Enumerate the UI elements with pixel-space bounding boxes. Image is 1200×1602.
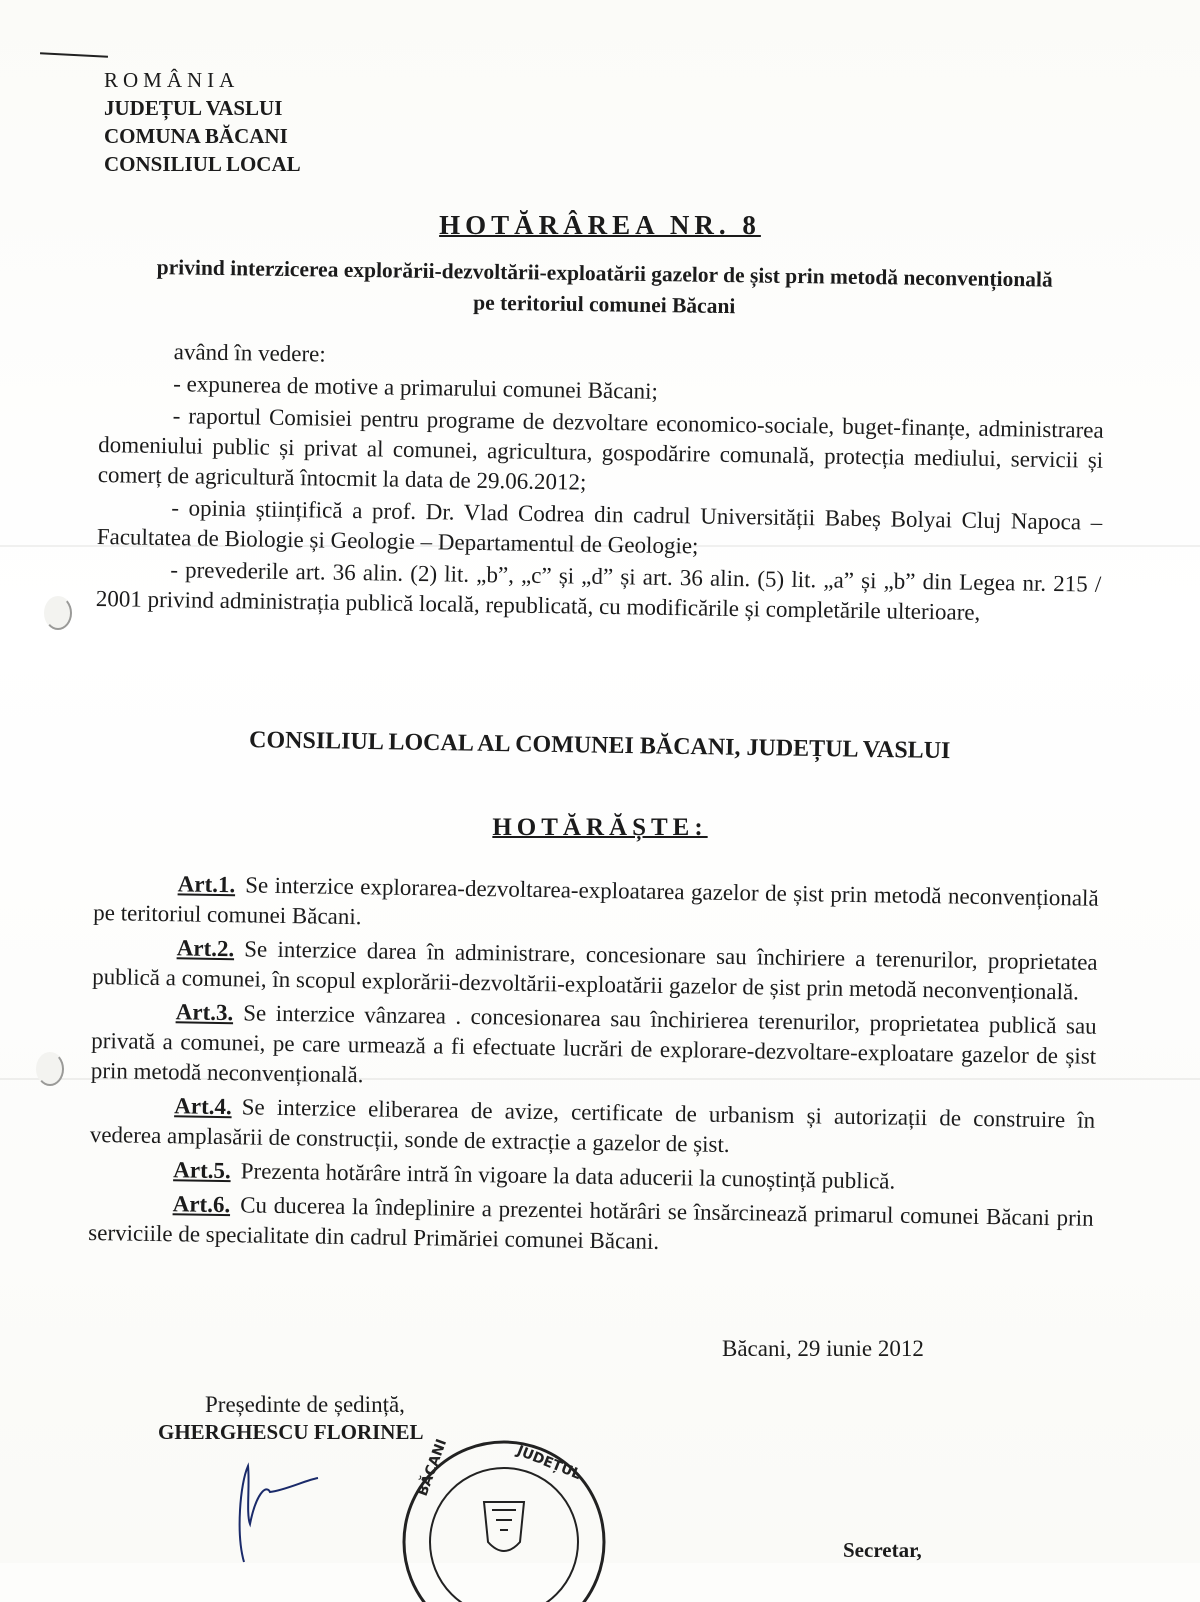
article-1 <box>93 868 1099 944</box>
consideration-item: - opinia științifică a prof. Dr. Vlad Codrea din cadrul Universității Babeș Bolyai Cluj Napoca – Facultatea de Biologie și Geologie – Departamentul de Geologie; <box>96 495 1103 559</box>
punch-hole <box>36 1052 64 1086</box>
county-name: JUDEȚUL VASLUI <box>104 96 283 120</box>
issuer-header <box>104 66 301 178</box>
decision-subtitle: privind interzicerea explorării-dezvoltării-exploatării gazelor de șist prin metodă neconvențională pe teritoriul comunei Băcani <box>156 255 1053 319</box>
decides-heading-text: HOTĂRĂȘTE: <box>492 814 708 841</box>
country-name: ROMÂNIA <box>104 68 240 92</box>
decision-title-text: HOTĂRÂREA NR. 8 <box>439 210 761 240</box>
pen-mark <box>40 52 108 58</box>
commune-name: COMUNA BĂCANI <box>104 124 288 148</box>
article-3 <box>91 996 1097 1102</box>
punch-hole <box>44 596 72 630</box>
article-label: Art.1. <box>177 871 236 898</box>
stamp-ring-text-left: BĂCANI <box>414 1436 451 1499</box>
article-6 <box>88 1188 1094 1264</box>
article-text: Se interzice darea în administrare, concesionare sau închiriere a terenurilor, proprietatea publică a comunei, în scopul explorării-dezvoltării-exploatării gazelor de șist prin metodă neconvențională. <box>92 936 1098 1005</box>
article-text: Se interzice vânzarea . concesionarea sau închirierea terenurilor, proprietatea publică sau privată a comunei, pe care urmează a fi efectuate lucrări de explorare-dezvoltare-exploatare gazelor de șist prin metodă neconvențională. <box>90 1000 1097 1088</box>
article-label: Art.3. <box>175 999 234 1026</box>
considerations-section <box>96 336 1105 632</box>
consideration-item: - prevederile art. 36 alin. (2) lit. „b”, „c” și „d” și art. 36 alin. (5) lit. „a” și „b” din Legea nr. 215 / 2001 privind administrația publică locală, republicată, cu modificările și completările ulterioare, <box>95 557 1102 625</box>
decides-heading <box>0 814 1200 842</box>
consideration-item: - expunerea de motive a primarului comunei Băcani; <box>173 371 659 404</box>
council-name: CONSILIUL LOCAL <box>104 152 301 176</box>
article-text: Prezenta hotărâre intră în vigoare la data aducerii la cunoștință publică. <box>240 1158 896 1194</box>
stamp-ring-text-top: JUDEȚUL <box>514 1442 584 1484</box>
articles-section <box>88 868 1099 1268</box>
article-4 <box>90 1090 1096 1166</box>
considerations-intro: având în vedere: <box>173 339 326 367</box>
article-text: Cu ducerea la îndeplinire a prezentei hotărâri se însărcinează primarul comunei Băcani prin serviciile de specialitate din cadrul Primăriei comunei Băcani. <box>88 1192 1094 1254</box>
official-stamp <box>396 1402 636 1602</box>
decision-title <box>0 210 1200 241</box>
article-label: Art.2. <box>176 935 235 962</box>
article-text: Se interzice eliberarea de avize, certificate de urbanism și autorizații de construire în vederea amplasării de construcții, sonde de extracție a gazelor de șist. <box>89 1094 1096 1158</box>
president-name: GHERGHESCU FLORINEL <box>158 1420 424 1444</box>
article-label: Art.6. <box>172 1191 231 1218</box>
signature-mark <box>226 1454 346 1563</box>
article-2 <box>92 932 1098 1008</box>
consideration-item: - raportul Comisiei pentru programe de dezvoltare economico-sociale, buget-finanțe, administrarea domeniului public și privat al comunei, agricultura, gospodărire comunală, protecția mediului, servicii și comerț de agricultură întocmit la data de 29.06.2012; <box>97 403 1104 495</box>
article-label: Art.5. <box>173 1157 231 1184</box>
article-label: Art.4. <box>174 1093 232 1120</box>
article-text: Se interzice explorarea-dezvoltarea-exploatarea gazelor de șist prin metodă neconvențională pe teritoriul comunei Băcani. <box>93 872 1099 930</box>
council-heading: CONSILIUL LOCAL AL COMUNEI BĂCANI, JUDEȚUL VASLUI <box>248 727 951 765</box>
place-date: Băcani, 29 iunie 2012 <box>722 1336 924 1361</box>
president-title: Președinte de ședință, <box>205 1392 405 1417</box>
secretary-title: Secretar, <box>843 1538 922 1562</box>
